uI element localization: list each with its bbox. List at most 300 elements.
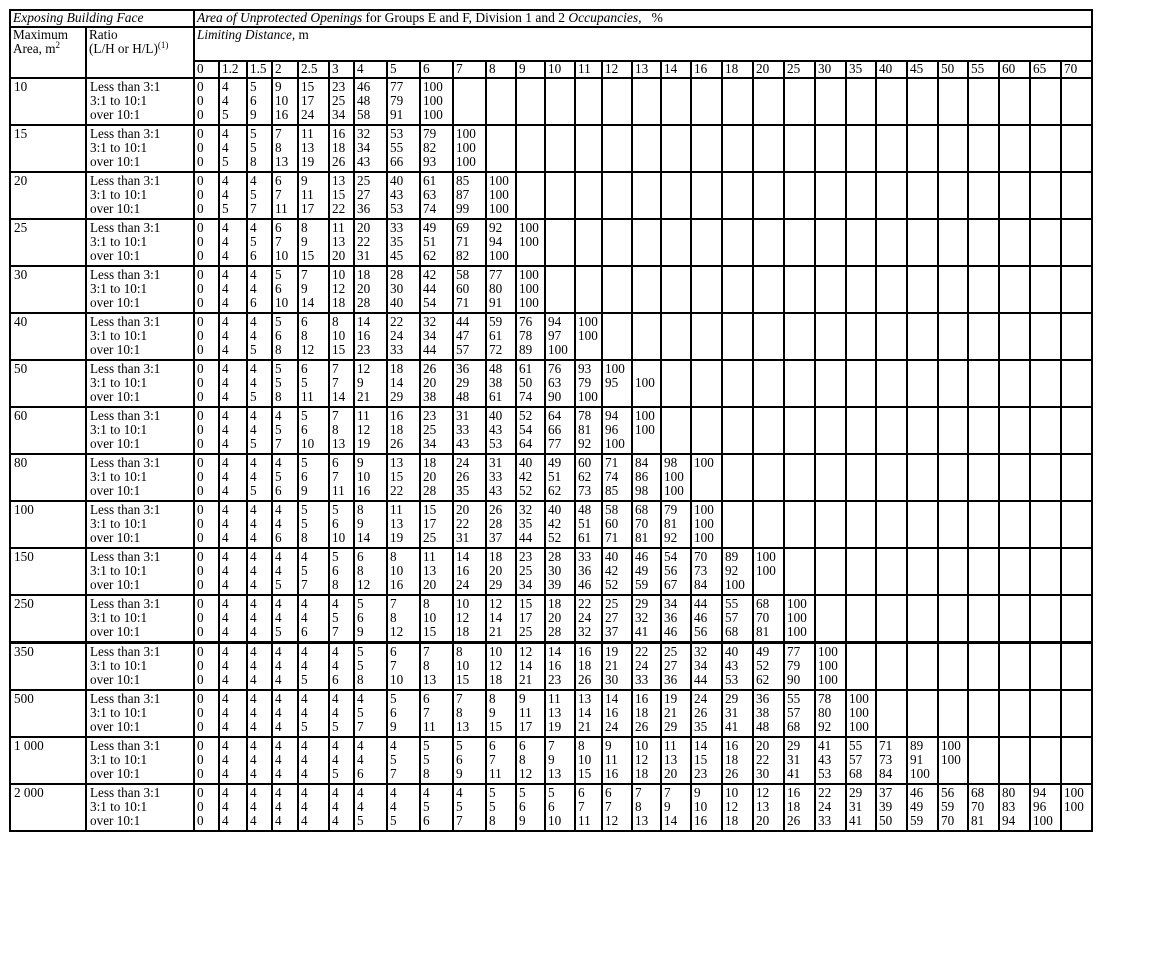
percentage-value	[1002, 645, 1029, 659]
percentage-value: 5	[519, 785, 526, 800]
percentage-value: 5	[301, 672, 308, 688]
percentage-cell	[907, 219, 938, 266]
percentage-cell	[691, 313, 722, 360]
percentage-cell	[661, 690, 691, 737]
percentage-value	[971, 550, 998, 564]
percentage-cell	[575, 454, 602, 501]
percentage-value	[694, 94, 721, 108]
percentage-value	[941, 221, 967, 235]
percentage-cell	[354, 690, 387, 737]
percentage-value	[725, 376, 752, 390]
percentage-value: 4	[250, 455, 257, 470]
percentage-value: 0	[197, 201, 204, 217]
percentage-value	[1033, 141, 1060, 155]
percentage-value: 8	[519, 752, 526, 768]
percentage-cell	[815, 172, 846, 219]
percentage-value: 100	[664, 469, 684, 485]
percentage-value: 11	[548, 691, 561, 706]
percentage-value: 18	[635, 705, 649, 721]
percentage-value	[725, 155, 752, 169]
percentage-value	[910, 362, 937, 376]
percentage-cell	[1061, 784, 1092, 831]
percentage-value: 61	[578, 530, 592, 546]
percentage-cell	[602, 595, 632, 643]
percentage-value: 21	[489, 624, 503, 640]
percentage-cell	[298, 266, 329, 313]
percentage-value: 7	[489, 752, 496, 768]
ratio-label: 3:1 to 10:1	[90, 658, 148, 674]
percentage-cell	[602, 172, 632, 219]
percentage-value	[1033, 645, 1060, 659]
percentage-cell	[1061, 595, 1092, 643]
percentage-value	[910, 531, 937, 545]
percentage-cell	[272, 595, 298, 643]
percentage-value: 42	[548, 516, 562, 532]
percentage-value	[849, 531, 875, 545]
percentage-value	[941, 329, 967, 343]
percentage-cell	[632, 784, 661, 831]
percentage-cell	[453, 595, 486, 643]
percentage-value: 96	[605, 422, 619, 438]
percentage-value: 100	[787, 624, 807, 640]
percentage-cell	[516, 548, 545, 595]
percentage-cell	[354, 360, 387, 407]
percentage-value: 0	[197, 483, 204, 499]
percentage-value: 4	[250, 644, 257, 659]
percentage-value	[694, 376, 721, 390]
percentage-value	[605, 343, 631, 357]
percentage-value	[725, 141, 752, 155]
percentage-cell	[298, 360, 329, 407]
percentage-value: 15	[301, 79, 315, 94]
percentage-cell	[247, 643, 272, 691]
percentage-value: 8	[332, 422, 339, 438]
ratio-label: over 10:1	[90, 624, 141, 640]
percentage-cell	[486, 219, 516, 266]
distance-header-cell: 5	[387, 61, 420, 78]
percentage-value: 41	[725, 719, 739, 735]
percentage-value: 18	[332, 140, 346, 156]
percentage-cell	[329, 172, 354, 219]
ratio-cell	[86, 690, 194, 737]
percentage-value	[1033, 94, 1060, 108]
percentage-value: 70	[635, 516, 649, 532]
percentage-value	[910, 80, 937, 94]
percentage-cell	[999, 501, 1030, 548]
percentage-value: 4	[275, 752, 282, 768]
percentage-value: 15	[489, 719, 503, 735]
percentage-value: 43	[489, 422, 503, 438]
percentage-value: 10	[456, 658, 470, 674]
percentage-value: 9	[694, 785, 701, 800]
percentage-value: 12	[756, 785, 770, 800]
percentage-cell	[420, 595, 453, 643]
percentage-cell	[784, 125, 815, 172]
percentage-value	[849, 456, 875, 470]
percentage-value: 4	[275, 596, 282, 611]
percentage-value: 7	[423, 644, 430, 659]
percentage-value	[818, 155, 845, 169]
percentage-value: 100	[519, 234, 539, 250]
percentage-value: 0	[197, 154, 204, 170]
percentage-value	[725, 296, 752, 310]
percentage-value: 4	[222, 342, 229, 358]
percentage-cell	[354, 548, 387, 595]
percentage-value	[910, 296, 937, 310]
percentage-cell	[298, 690, 329, 737]
percentage-cell	[575, 360, 602, 407]
percentage-value: 13	[548, 705, 562, 721]
percentage-cell	[272, 643, 298, 691]
percentage-cell	[387, 407, 420, 454]
percentage-value: 4	[222, 436, 229, 452]
percentage-value	[664, 94, 690, 108]
percentage-cell	[545, 360, 575, 407]
percentage-cell	[298, 595, 329, 643]
percentage-cell	[846, 737, 876, 784]
table-row	[10, 266, 1092, 313]
percentage-cell	[329, 360, 354, 407]
percentage-cell	[691, 125, 722, 172]
percentage-value: 4	[275, 408, 282, 423]
percentage-value	[971, 390, 998, 404]
percentage-value: 4	[301, 658, 308, 674]
percentage-cell	[661, 125, 691, 172]
percentage-value: 4	[250, 563, 257, 579]
percentage-value	[971, 611, 998, 625]
percentage-value: 96	[1033, 799, 1047, 815]
percentage-cell	[516, 313, 545, 360]
percentage-cell	[722, 501, 753, 548]
percentage-value: 41	[818, 738, 832, 753]
max-area-cell: 100	[10, 501, 86, 548]
distance-header-cell: 1.2	[219, 61, 247, 78]
percentage-value	[1002, 108, 1029, 122]
percentage-cell	[453, 266, 486, 313]
percentage-cell	[354, 407, 387, 454]
percentage-cell	[387, 737, 420, 784]
percentage-value	[548, 188, 574, 202]
percentage-cell	[486, 172, 516, 219]
percentage-value: 4	[250, 577, 257, 593]
percentage-value: 9	[250, 107, 257, 123]
percentage-value: 7	[456, 691, 463, 706]
max-area-cell: 50	[10, 360, 86, 407]
percentage-value: 55	[390, 140, 404, 156]
percentage-value	[605, 80, 631, 94]
percentage-cell	[453, 125, 486, 172]
percentage-value: 19	[548, 719, 562, 735]
percentage-value: 48	[357, 93, 371, 109]
percentage-value: 49	[548, 455, 562, 470]
percentage-value: 12	[390, 624, 404, 640]
percentage-value	[519, 202, 544, 216]
percentage-value	[1064, 484, 1091, 498]
percentage-value	[787, 503, 814, 517]
percentage-value	[664, 235, 690, 249]
percentage-value	[879, 611, 906, 625]
percentage-value	[787, 564, 814, 578]
percentage-value: 71	[456, 234, 470, 250]
percentage-value: 24	[694, 691, 708, 706]
percentage-value	[635, 108, 660, 122]
ratio-label: Less than 3:1	[90, 691, 161, 706]
percentage-value: 100	[519, 220, 539, 235]
percentage-value: 4	[222, 549, 229, 564]
percentage-cell	[722, 690, 753, 737]
percentage-value	[1033, 706, 1060, 720]
distance-header-cell: 12	[602, 61, 632, 78]
percentage-cell	[420, 125, 453, 172]
percentage-value: 91	[390, 107, 404, 123]
percentage-value: 4	[275, 766, 282, 782]
percentage-value: 4	[222, 361, 229, 376]
percentage-cell	[691, 737, 722, 784]
percentage-value	[756, 390, 783, 404]
percentage-value: 12	[519, 766, 533, 782]
percentage-value: 0	[197, 436, 204, 452]
percentage-value	[849, 282, 875, 296]
percentage-value: 6	[456, 752, 463, 768]
percentage-value: 42	[423, 267, 437, 282]
percentage-cell	[938, 548, 968, 595]
percentage-value: 12	[456, 610, 470, 626]
percentage-cell	[784, 690, 815, 737]
percentage-cell	[329, 501, 354, 548]
percentage-value: 5	[456, 738, 463, 753]
percentage-value	[910, 202, 937, 216]
percentage-value	[519, 80, 544, 94]
percentage-value: 8	[390, 549, 397, 564]
percentage-value: 17	[423, 516, 437, 532]
percentage-cell	[784, 172, 815, 219]
percentage-cell	[661, 548, 691, 595]
percentage-cell	[387, 266, 420, 313]
percentage-value	[849, 390, 875, 404]
ratio-label: 3:1 to 10:1	[90, 563, 148, 579]
percentage-value: 82	[456, 248, 470, 264]
percentage-cell	[516, 643, 545, 691]
percentage-value: 4	[390, 799, 397, 815]
percentage-value	[818, 503, 845, 517]
percentage-value: 0	[197, 389, 204, 405]
percentage-value: 4	[222, 234, 229, 250]
percentage-cell	[753, 219, 784, 266]
ratio-cell	[86, 501, 194, 548]
percentage-value	[694, 108, 721, 122]
percentage-value: 43	[390, 187, 404, 203]
percentage-value	[971, 249, 998, 263]
unprotected-openings-table	[9, 9, 1093, 832]
percentage-value	[1033, 343, 1060, 357]
ratio-label: over 10:1	[90, 577, 141, 593]
percentage-value	[941, 531, 967, 545]
percentage-value: 53	[390, 201, 404, 217]
percentage-value: 94	[489, 234, 503, 250]
percentage-value	[787, 578, 814, 592]
percentage-value	[1064, 814, 1091, 828]
ratio-label: Less than 3:1	[90, 549, 161, 564]
ratio-label: over 10:1	[90, 389, 141, 405]
percentage-cell	[247, 548, 272, 595]
percentage-value: 20	[423, 375, 437, 391]
percentage-cell	[602, 125, 632, 172]
percentage-value: 100	[756, 563, 776, 579]
ratio-label: over 10:1	[90, 719, 141, 735]
percentage-cell	[846, 407, 876, 454]
percentage-value: 18	[489, 549, 503, 564]
percentage-cell	[247, 313, 272, 360]
percentage-value	[971, 268, 998, 282]
percentage-value	[756, 235, 783, 249]
percentage-value: 4	[222, 577, 229, 593]
percentage-value	[1064, 94, 1091, 108]
percentage-value	[849, 235, 875, 249]
percentage-cell	[632, 643, 661, 691]
percentage-value	[1033, 315, 1060, 329]
percentage-value	[605, 94, 631, 108]
percentage-value	[787, 174, 814, 188]
percentage-value	[910, 329, 937, 343]
percentage-value	[664, 315, 690, 329]
percentage-value	[910, 645, 937, 659]
percentage-value	[818, 282, 845, 296]
percentage-value: 0	[197, 549, 204, 564]
percentage-value	[849, 343, 875, 357]
percentage-value: 4	[222, 295, 229, 311]
percentage-value: 4	[275, 502, 282, 517]
percentage-value: 5	[222, 201, 229, 217]
percentage-value	[941, 202, 967, 216]
percentage-value: 5	[332, 719, 339, 735]
percentage-value	[664, 268, 690, 282]
percentage-cell	[575, 407, 602, 454]
percentage-value: 36	[756, 691, 770, 706]
percentage-value: 19	[605, 644, 619, 659]
percentage-value	[879, 343, 906, 357]
percentage-value: 31	[849, 799, 863, 815]
percentage-cell	[753, 784, 784, 831]
percentage-value: 93	[578, 361, 592, 376]
percentage-value: 8	[275, 389, 282, 405]
percentage-cell	[272, 172, 298, 219]
percentage-value	[664, 343, 690, 357]
percentage-cell	[938, 690, 968, 737]
percentage-value	[910, 578, 937, 592]
percentage-value: 15	[390, 469, 404, 485]
percentage-value	[787, 362, 814, 376]
percentage-value	[1064, 282, 1091, 296]
percentage-value: 6	[423, 691, 430, 706]
percentage-value: 62	[756, 672, 770, 688]
percentage-value	[635, 437, 660, 451]
percentage-value: 4	[222, 658, 229, 674]
percentage-cell	[968, 172, 999, 219]
percentage-value	[1033, 517, 1060, 531]
percentage-value: 4	[275, 644, 282, 659]
percentage-cell	[661, 78, 691, 125]
percentage-value: 16	[548, 658, 562, 674]
percentage-value: 5	[357, 658, 364, 674]
percentage-value: 4	[332, 705, 339, 721]
percentage-value: 23	[423, 408, 437, 423]
percentage-cell	[815, 360, 846, 407]
percentage-value: 4	[332, 691, 339, 706]
percentage-cell	[661, 360, 691, 407]
percentage-value: 4	[332, 799, 339, 815]
percentage-cell	[298, 737, 329, 784]
percentage-value: 100	[423, 79, 443, 94]
percentage-value: 16	[635, 691, 649, 706]
percentage-value: 4	[301, 813, 308, 829]
percentage-value: 6	[332, 455, 339, 470]
percentage-value	[1002, 423, 1029, 437]
percentage-value: 34	[423, 328, 437, 344]
percentage-value: 0	[197, 705, 204, 721]
percentage-value: 51	[578, 516, 592, 532]
percentage-value: 5	[275, 469, 282, 485]
percentage-value: 31	[456, 408, 470, 423]
percentage-value: 100	[818, 672, 838, 688]
percentage-value: 57	[456, 342, 470, 358]
percentage-cell	[516, 78, 545, 125]
percentage-cell	[247, 407, 272, 454]
ratio-label: Less than 3:1	[90, 361, 161, 376]
percentage-value: 66	[390, 154, 404, 170]
percentage-value: 9	[605, 738, 612, 753]
percentage-cell	[420, 407, 453, 454]
percentage-value	[910, 456, 937, 470]
percentage-value: 16	[725, 738, 739, 753]
percentage-cell	[247, 595, 272, 643]
percentage-value: 62	[548, 483, 562, 499]
percentage-value: 8	[456, 644, 463, 659]
percentage-cell	[632, 219, 661, 266]
percentage-value: 7	[275, 234, 282, 250]
percentage-value: 7	[390, 658, 397, 674]
percentage-value	[1002, 706, 1029, 720]
percentage-value	[971, 659, 998, 673]
percentage-value: 62	[423, 248, 437, 264]
percentage-cell	[219, 360, 247, 407]
percentage-value: 11	[423, 719, 436, 735]
percentage-value: 0	[197, 813, 204, 829]
percentage-value	[1033, 578, 1060, 592]
ratio-label: Less than 3:1	[90, 314, 161, 329]
percentage-value: 5	[275, 361, 282, 376]
percentage-value	[910, 503, 937, 517]
distance-header-cell: 18	[722, 61, 753, 78]
percentage-value: 20	[548, 610, 562, 626]
percentage-value	[971, 409, 998, 423]
percentage-cell	[486, 266, 516, 313]
percentage-value	[971, 767, 998, 781]
percentage-value	[1064, 673, 1091, 687]
percentage-value: 11	[578, 813, 591, 829]
percentage-cell	[602, 548, 632, 595]
ratio-label: Less than 3:1	[90, 738, 161, 753]
percentage-value	[725, 390, 752, 404]
ratio-label: over 10:1	[90, 483, 141, 499]
percentage-cell	[545, 313, 575, 360]
percentage-value	[1033, 720, 1060, 734]
percentage-value: 13	[423, 672, 437, 688]
percentage-value	[756, 376, 783, 390]
percentage-value	[941, 235, 967, 249]
percentage-value: 100	[456, 154, 476, 170]
percentage-value: 18	[390, 361, 404, 376]
percentage-value	[818, 437, 845, 451]
